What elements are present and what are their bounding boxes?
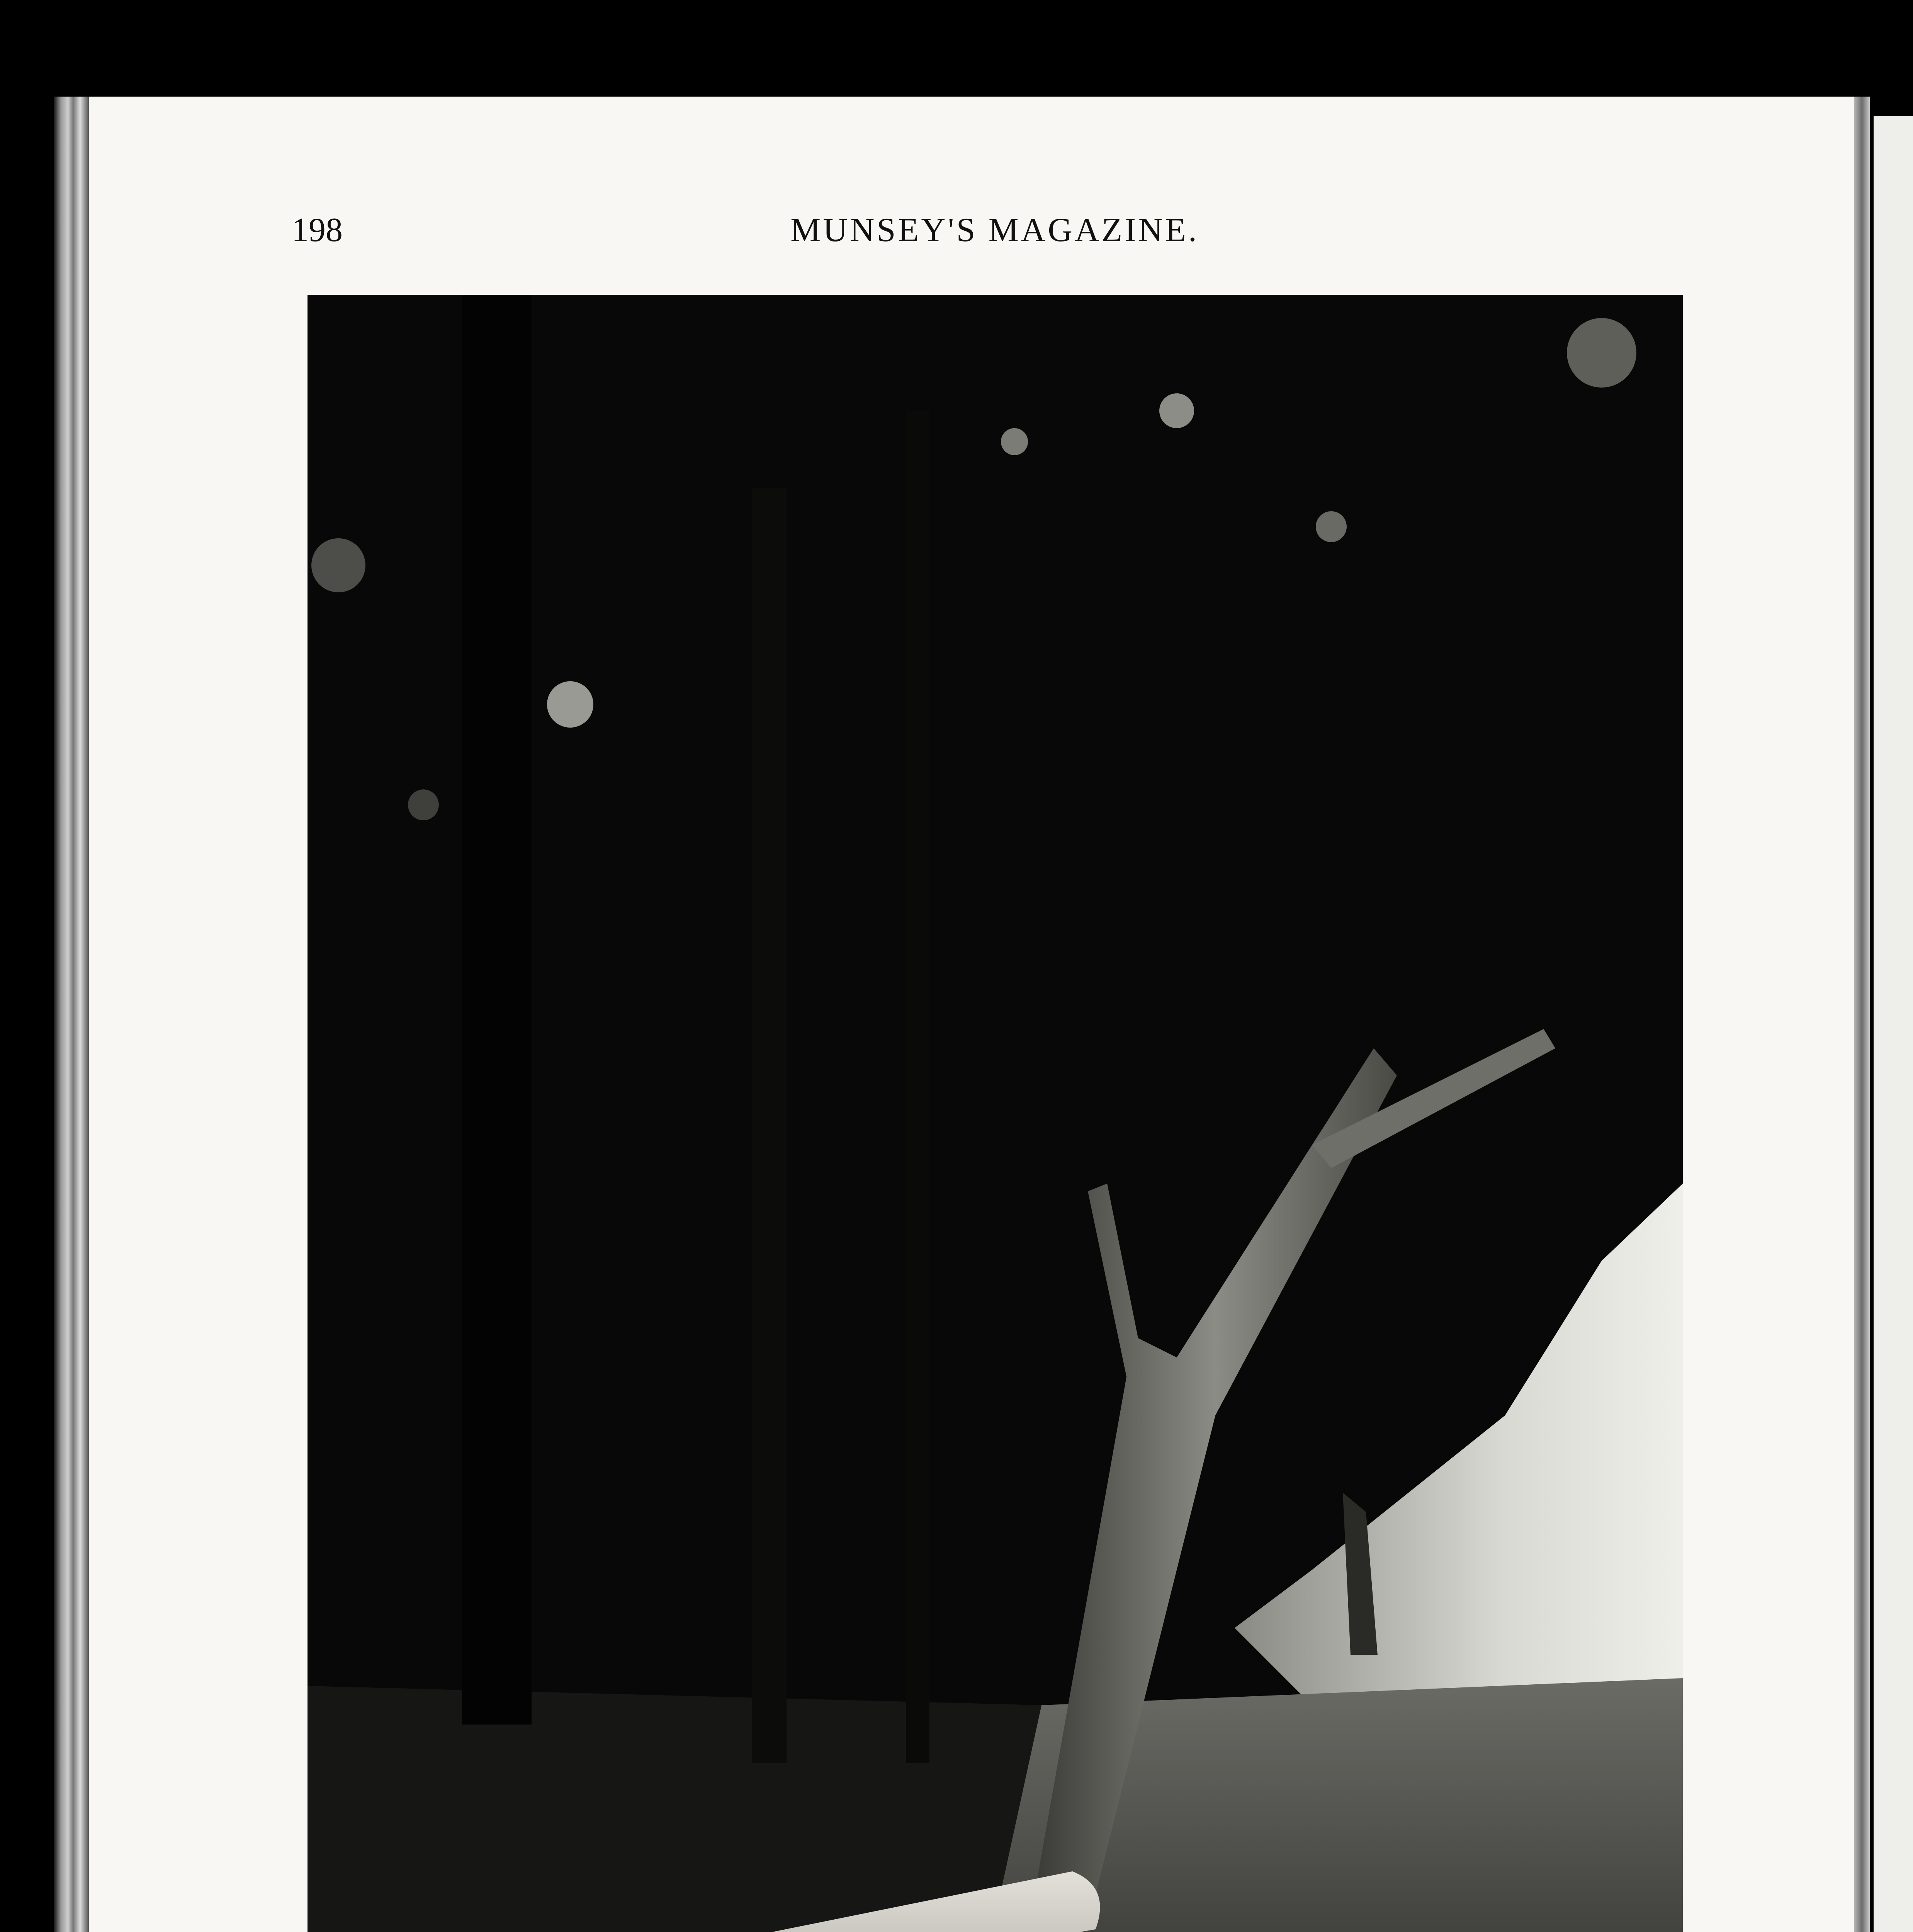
facing-page-edge — [1874, 116, 1913, 1932]
book-spine-edge — [54, 97, 89, 1932]
page-gutter — [1854, 97, 1870, 1932]
speedway-photograph — [308, 295, 1683, 1932]
tree-photo-image — [308, 295, 1683, 1932]
magazine-title: MUNSEY'S MAGAZINE. — [790, 211, 1199, 249]
page-number: 198 — [292, 211, 343, 249]
